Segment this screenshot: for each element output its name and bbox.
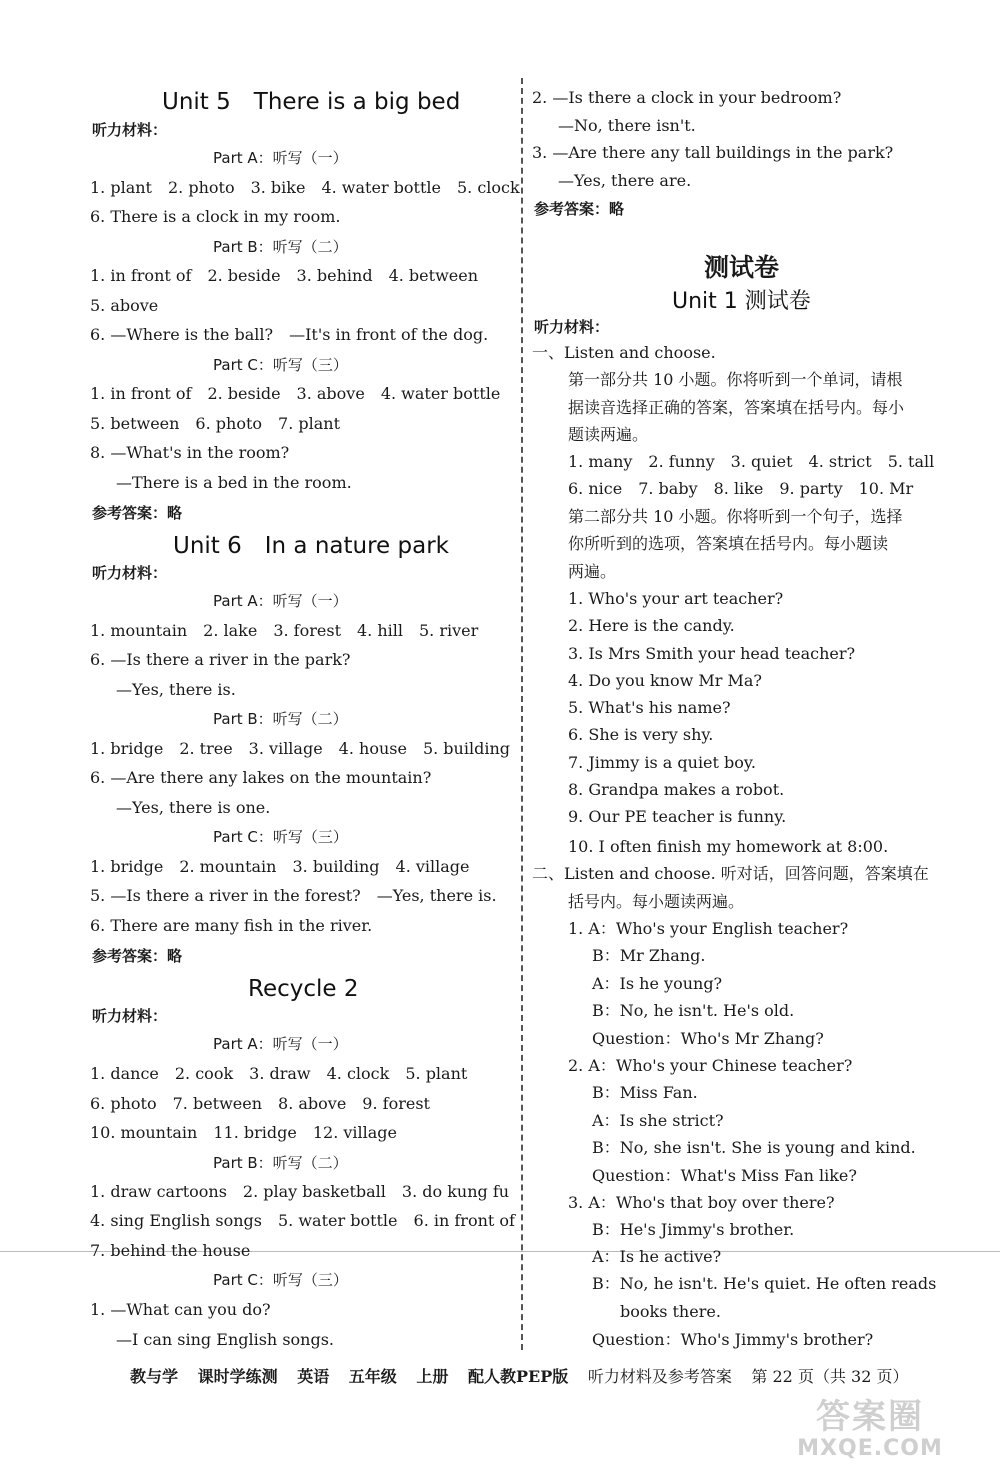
unit6-c-line2: 5. —Is there a river in the forest? —Yes, there is. bbox=[90, 886, 497, 905]
top-answer: 参考答案：略 bbox=[534, 200, 625, 218]
recycle2-material-label: 听力材料： bbox=[92, 1007, 168, 1025]
unit6-b-line1: 1. bridge 2. tree 3. village 4. house 5. building bbox=[90, 739, 510, 758]
footer-section: 听力材料及参考答案 bbox=[587, 1367, 732, 1386]
section1-title: 一、Listen and choose. bbox=[532, 343, 716, 362]
recycle2-part-c: Part C：听写（三） bbox=[213, 1271, 348, 1289]
dialog1-question: Question：Who's Mr Zhang? bbox=[592, 1029, 824, 1048]
unit1-test-title: Unit 1 测试卷 bbox=[672, 289, 811, 314]
test-title: 测试卷 bbox=[704, 253, 780, 282]
page-footer bbox=[130, 1366, 922, 1388]
dialog3-line5: books there. bbox=[620, 1302, 721, 1321]
recycle2-a-line3: 10. mountain 11. bridge 12. village bbox=[90, 1123, 398, 1142]
footer-volume: 上册 bbox=[416, 1367, 449, 1386]
sentence-9: 9. Our PE teacher is funny. bbox=[568, 807, 787, 826]
recycle2-b-line3: 7. behind the house bbox=[90, 1241, 251, 1260]
recycle2-a-line1: 1. dance 2. cook 3. draw 4. clock 5. plant bbox=[90, 1064, 468, 1083]
recycle2-title: Recycle 2 bbox=[248, 976, 359, 1002]
unit5-a-line1: 1. plant 2. photo 3. bike 4. water bottle 5. clock bbox=[90, 178, 520, 197]
section1-instr3: 题读两遍。 bbox=[568, 425, 649, 444]
unit6-a-line1: 1. mountain 2. lake 3. forest 4. hill 5. river bbox=[90, 621, 479, 640]
dialog1-line2: B：Mr Zhang. bbox=[592, 946, 706, 965]
q3-line2: —Yes, there are. bbox=[558, 171, 692, 190]
dialog1-line1: 1. A：Who's your English teacher? bbox=[568, 919, 849, 938]
footer-brand: 教与学 bbox=[130, 1367, 179, 1386]
section1-words1: 1. many 2. funny 3. quiet 4. strict 5. tall bbox=[568, 452, 935, 471]
unit5-part-b: Part B：听写（二） bbox=[213, 238, 348, 256]
section1-words2: 6. nice 7. baby 8. like 9. party 10. Mr bbox=[568, 479, 914, 498]
footer-page-number: 第 22 页（共 32 页） bbox=[751, 1367, 909, 1386]
q2-line1: 2. —Is there a clock in your bedroom? bbox=[532, 88, 842, 107]
dialog1-line4: B：No, he isn't. He's old. bbox=[592, 1001, 795, 1020]
watermark-logo: 答案圈 bbox=[816, 1397, 924, 1437]
unit5-c-line4: —There is a bed in the room. bbox=[116, 473, 352, 492]
section1-part2-instr2: 你所听到的选项，答案填在括号内。每小题读 bbox=[568, 534, 889, 553]
recycle2-c-line1: 1. —What can you do? bbox=[90, 1300, 271, 1319]
unit5-material-label: 听力材料： bbox=[92, 121, 168, 139]
footer-edition: 配人教PEP版 bbox=[467, 1367, 569, 1386]
unit6-a-line2: 6. —Is there a river in the park? bbox=[90, 650, 351, 669]
unit5-c-line3: 8. —What's in the room? bbox=[90, 443, 290, 462]
section1-instr2: 据读音选择正确的答案，答案填在括号内。每小 bbox=[568, 398, 905, 417]
recycle2-b-line2: 4. sing English songs 5. water bottle 6. in front of bbox=[90, 1211, 515, 1230]
column-divider bbox=[521, 78, 523, 1350]
unit5-c-line2: 5. between 6. photo 7. plant bbox=[90, 414, 341, 433]
unit6-material-label: 听力材料： bbox=[92, 564, 168, 582]
sentence-2: 2. Here is the candy. bbox=[568, 616, 735, 635]
unit5-b-line2: 5. above bbox=[90, 296, 159, 315]
unit6-b-line3: —Yes, there is one. bbox=[116, 798, 271, 817]
unit6-part-a: Part A：听写（一） bbox=[213, 592, 348, 610]
unit5-answer: 参考答案：略 bbox=[92, 504, 183, 522]
unit6-answer: 参考答案：略 bbox=[92, 947, 183, 965]
section1-instr1: 第一部分共 10 小题。你将听到一个单词，请根 bbox=[568, 370, 903, 389]
dialog2-line4: B：No, she isn't. She is young and kind. bbox=[592, 1138, 916, 1157]
unit5-c-line1: 1. in front of 2. beside 3. above 4. water bottle bbox=[90, 384, 501, 403]
q2-line2: —No, there isn't. bbox=[558, 116, 696, 135]
section2-title-line2: 括号内。每小题读两遍。 bbox=[568, 892, 745, 911]
sentence-1: 1. Who's your art teacher? bbox=[568, 589, 784, 608]
unit6-a-line3: —Yes, there is. bbox=[116, 680, 236, 699]
unit5-part-c: Part C：听写（三） bbox=[213, 356, 348, 374]
unit5-a-line2: 6. There is a clock in my room. bbox=[90, 207, 341, 226]
dialog3-line2: B：He's Jimmy's brother. bbox=[592, 1220, 795, 1239]
footer-series: 课时学练测 bbox=[197, 1367, 278, 1386]
footer-subject: 英语 bbox=[297, 1367, 330, 1386]
recycle2-a-line2: 6. photo 7. between 8. above 9. forest bbox=[90, 1094, 430, 1113]
sentence-10: 10. I often finish my homework at 8:00. bbox=[568, 837, 889, 856]
recycle2-b-line1: 1. draw cartoons 2. play basketball 3. do kung fu bbox=[90, 1182, 510, 1201]
dialog2-question: Question：What's Miss Fan like? bbox=[592, 1166, 857, 1185]
unit1-material-label: 听力材料： bbox=[534, 318, 610, 336]
unit6-part-b: Part B：听写（二） bbox=[213, 710, 348, 728]
watermark bbox=[750, 1398, 990, 1464]
section2-title-line1: 二、Listen and choose. 听对话，回答问题，答案填在 bbox=[532, 864, 929, 883]
unit6-b-line2: 6. —Are there any lakes on the mountain? bbox=[90, 768, 432, 787]
dialog3-line1: 3. A：Who's that boy over there? bbox=[568, 1193, 835, 1212]
sentence-5: 5. What's his name? bbox=[568, 698, 731, 717]
dialog3-line3: A：Is he active? bbox=[592, 1247, 722, 1266]
sentence-3: 3. Is Mrs Smith your head teacher? bbox=[568, 644, 856, 663]
sentence-4: 4. Do you know Mr Ma? bbox=[568, 671, 762, 690]
unit5-b-line3: 6. —Where is the ball? —It's in front of the dog. bbox=[90, 325, 489, 344]
section1-part2-instr1: 第二部分共 10 小题。你将听到一个句子，选择 bbox=[568, 507, 903, 526]
footer-grade: 五年级 bbox=[348, 1367, 397, 1386]
dialog2-line1: 2. A：Who's your Chinese teacher? bbox=[568, 1056, 853, 1075]
recycle2-c-line2: —I can sing English songs. bbox=[116, 1330, 335, 1349]
unit5-title: Unit 5 There is a big bed bbox=[162, 89, 461, 115]
dialog3-question: Question：Who's Jimmy's brother? bbox=[592, 1330, 874, 1349]
unit5-part-a: Part A：听写（一） bbox=[213, 149, 348, 167]
unit5-b-line1: 1. in front of 2. beside 3. behind 4. between bbox=[90, 266, 479, 285]
recycle2-part-b: Part B：听写（二） bbox=[213, 1154, 348, 1172]
watermark-url: MXQE.COM bbox=[797, 1436, 943, 1461]
sentence-8: 8. Grandpa makes a robot. bbox=[568, 780, 785, 799]
dialog2-line2: B：Miss Fan. bbox=[592, 1083, 698, 1102]
dialog3-line4: B：No, he isn't. He's quiet. He often reads bbox=[592, 1274, 937, 1293]
unit6-part-c: Part C：听写（三） bbox=[213, 828, 348, 846]
section1-part2-instr3: 两遍。 bbox=[568, 562, 617, 581]
sentence-7: 7. Jimmy is a quiet boy. bbox=[568, 753, 756, 772]
recycle2-part-a: Part A：听写（一） bbox=[213, 1035, 348, 1053]
sentence-6: 6. She is very shy. bbox=[568, 725, 714, 744]
unit6-title: Unit 6 In a nature park bbox=[173, 533, 449, 559]
unit6-c-line3: 6. There are many fish in the river. bbox=[90, 916, 373, 935]
unit6-c-line1: 1. bridge 2. mountain 3. building 4. village bbox=[90, 857, 470, 876]
dialog2-line3: A：Is she strict? bbox=[592, 1111, 724, 1130]
dialog1-line3: A：Is he young? bbox=[592, 974, 723, 993]
q3-line1: 3. —Are there any tall buildings in the park? bbox=[532, 143, 894, 162]
